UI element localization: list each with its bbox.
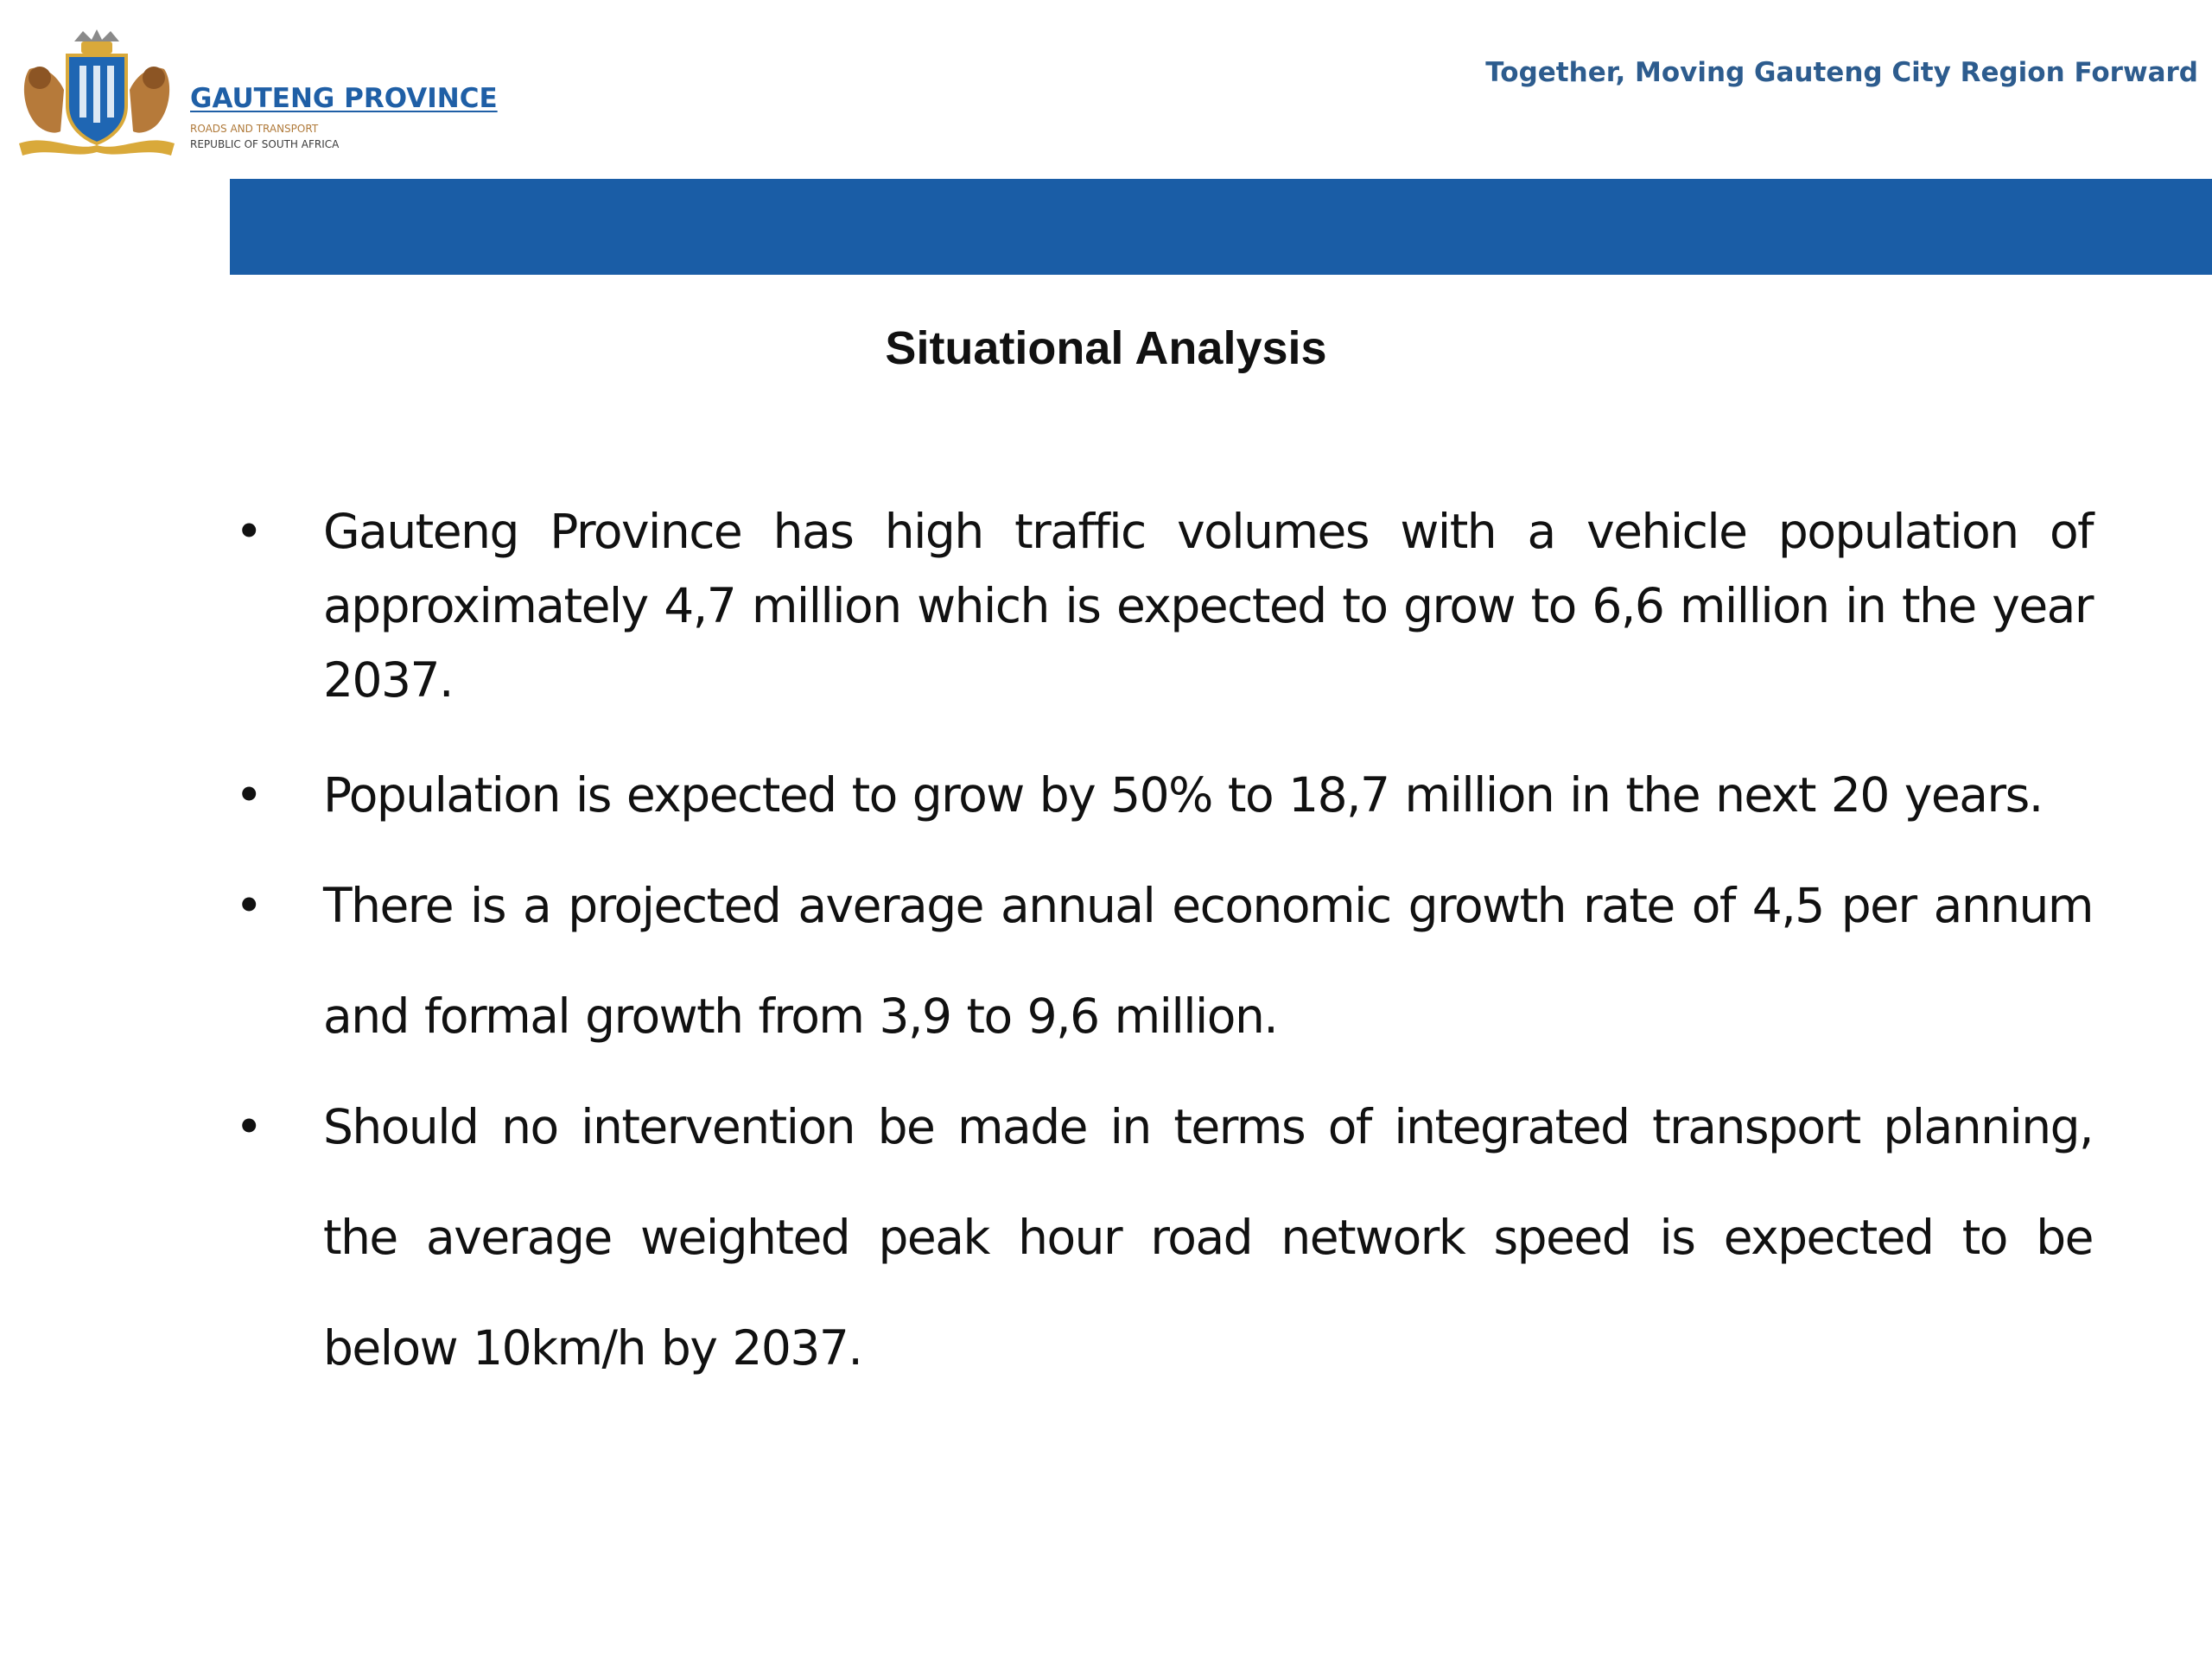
logo-title: GAUTENG PROVINCE xyxy=(190,83,498,114)
bullet-list xyxy=(235,494,2093,1403)
tagline: Together, Moving Gauteng City Region Forward xyxy=(1485,57,2198,88)
header-banner-bar xyxy=(230,179,2212,275)
logo-text xyxy=(190,83,498,152)
bullet-item-population-growth: • Population is expected to grow by 50% to 18,7 million in the next 20 years. xyxy=(235,740,2093,850)
bullet-item-economic-growth: • There is a projected average annual economic growth rate of 4,5 per annum and formal growth from 3,9 to 9,6 million. xyxy=(235,850,2093,1071)
bullet-item-network-speed: • Should no intervention be made in terms of integrated transport planning, the average weighted peak hour road network speed is expected to be below 10km/h by 2037. xyxy=(235,1071,2093,1403)
logo-country: REPUBLIC OF SOUTH AFRICA xyxy=(190,138,340,150)
slide-title: Situational Analysis xyxy=(885,322,1327,374)
logo-subtitle: ROADS AND TRANSPORT xyxy=(190,123,319,135)
coat-of-arms-logo xyxy=(14,29,180,159)
bullet-item-vehicle-population: • Gauteng Province has high traffic volumes with a vehicle population of approximately 4,7 million which is expected to grow to 6,6 million in the year 2037. xyxy=(235,494,2093,717)
